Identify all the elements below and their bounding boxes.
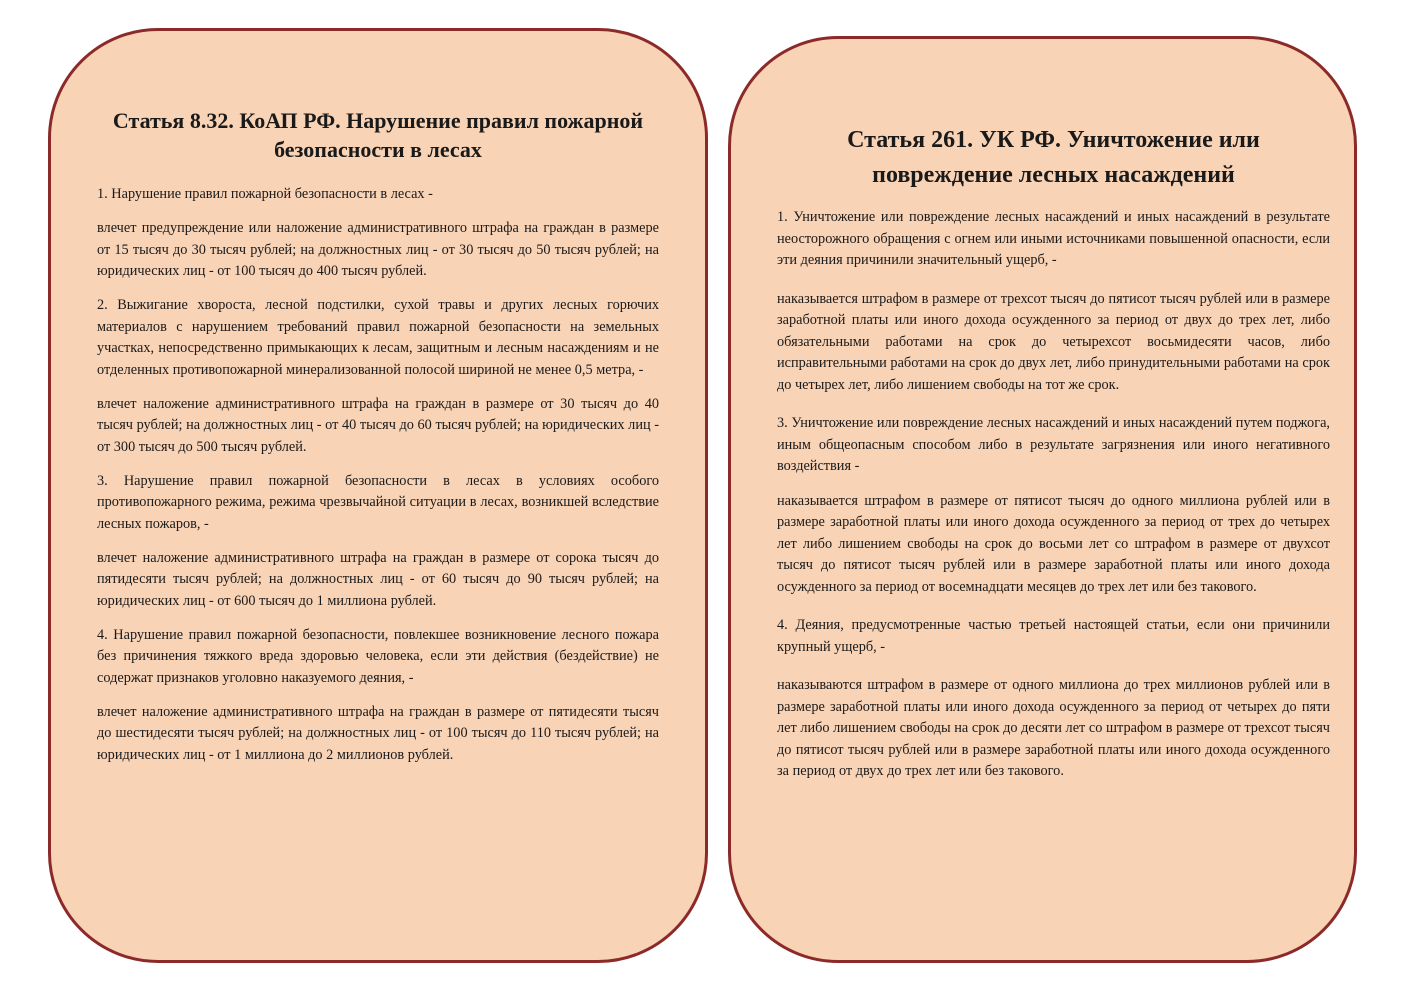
article-8-32-paragraph-2: влечет предупреждение или наложение административного штрафа на граждан в размере от 15 тысяч до 30 тысяч рублей; на должностных лиц - от 30 тысяч до 50 тысяч рублей; на юридических лиц - от 100 тысяч до 400 тысяч рублей. (97, 220, 659, 279)
article-261-paragraph-1: 1. Уничтожение или повреждение лесных насаждений и иных насаждений в результате неосторожного обращения с огнем или иными источниками повышенной опасности, если эти деяния причинили значительный ущерб, - (777, 209, 1330, 268)
article-261-paragraph-2: наказывается штрафом в размере от трехсот тысяч до пятисот тысяч рублей или в размере заработной платы или иного дохода осужденного за период от двух до трех лет, либо обязательными работами на срок до четырехсот восьмидесяти часов, либо исправительными работами на срок до двух лет, либо принудительными работами на срок до четырех лет, либо лишением свободы на тот же срок. (777, 290, 1330, 393)
article-8-32-paragraph-4: влечет наложение административного штрафа на граждан в размере от 30 тысяч до 40 тысяч рублей; на должностных лиц - от 40 тысяч до 60 тысяч рублей; на юридических лиц - от 300 тысяч до 500 тысяч рублей. (97, 395, 659, 455)
article-8-32-paragraph-5: 3. Нарушение правил пожарной безопасности в лесах в условиях особого противопожарного режима, режима чрезвычайной ситуации в лесах, возникшей вследствие лесных пожаров, - (97, 472, 659, 532)
article-8-32-paragraph-8: влечет наложение административного штрафа на граждан в размере от пятидесяти тысяч до шестидесяти тысяч рублей; на должностных лиц - от 100 тысяч до 110 тысяч рублей; на юридических лиц - от 1 миллиона до 2 миллионов рублей. (97, 703, 659, 763)
article-8-32-card (48, 28, 708, 963)
article-8-32-title: Статья 8.32. КоАП РФ. Нарушение правил пожарной безопасности в лесах (112, 108, 644, 162)
article-261-paragraph-4: наказывается штрафом в размере от пятисот тысяч до одного миллиона рублей или в размере заработной платы или иного дохода осужденного за период от трех до четырех лет либо лишением свободы на срок до восьми лет со штрафом в размере от двухсот тысяч до пятисот тысяч рублей или в размере заработной платы или иного дохода осужденного за период от восемнадцати месяцев до трех лет или без такового. (777, 492, 1330, 595)
article-261-paragraph-6: наказываются штрафом в размере от одного миллиона до трех миллионов рублей или в размере заработной платы или иного дохода осужденного за период от четырех до пяти лет либо лишением свободы на срок до десяти лет со штрафом в размере от трехсот тысяч до пятисот тысяч рублей или в размере заработной платы или иного дохода осужденного за период от двух до трех лет или без такового. (777, 677, 1330, 779)
article-8-32-paragraph-7: 4. Нарушение правил пожарной безопасности, повлекшее возникновение лесного пожара без причинения тяжкого вреда здоровью человека, если эти действия (бездействие) не содержат признаков уголовно наказуемого деяния, - (97, 626, 659, 686)
article-8-32-paragraph-6: влечет наложение административного штрафа на граждан в размере от сорока тысяч до пятидесяти тысяч рублей; на должностных лиц - от 60 тысяч до 90 тысяч рублей; на юридических лиц - от 600 тысяч до 1 миллиона рублей. (97, 549, 659, 609)
article-261-paragraph-3: 3. Уничтожение или повреждение лесных насаждений и иных насаждений путем поджога, иным общеопасным способом либо в результате загрязнения или иного негативного воздействия - (777, 415, 1330, 474)
article-261-title: Статья 261. УК РФ. Уничтожение или повреждение лесных насаждений (847, 127, 1260, 188)
article-8-32-paragraph-1: 1. Нарушение правил пожарной безопасности в лесах - (97, 186, 433, 202)
article-261-card (728, 36, 1357, 963)
article-8-32-paragraph-3: 2. Выжигание хвороста, лесной подстилки, сухой травы и других лесных горючих материалов с нарушением требований правил пожарной безопасности на земельных участках, непосредственно примыкающих к лесам, защитным и лесным насаждениям и не отделенных противопожарной минерализованной полосой шириной не менее 0,5 метра, - (97, 297, 659, 378)
article-261-paragraph-5: 4. Деяния, предусмотренные частью третьей настоящей статьи, если они причинили крупный ущерб, - (777, 617, 1330, 655)
